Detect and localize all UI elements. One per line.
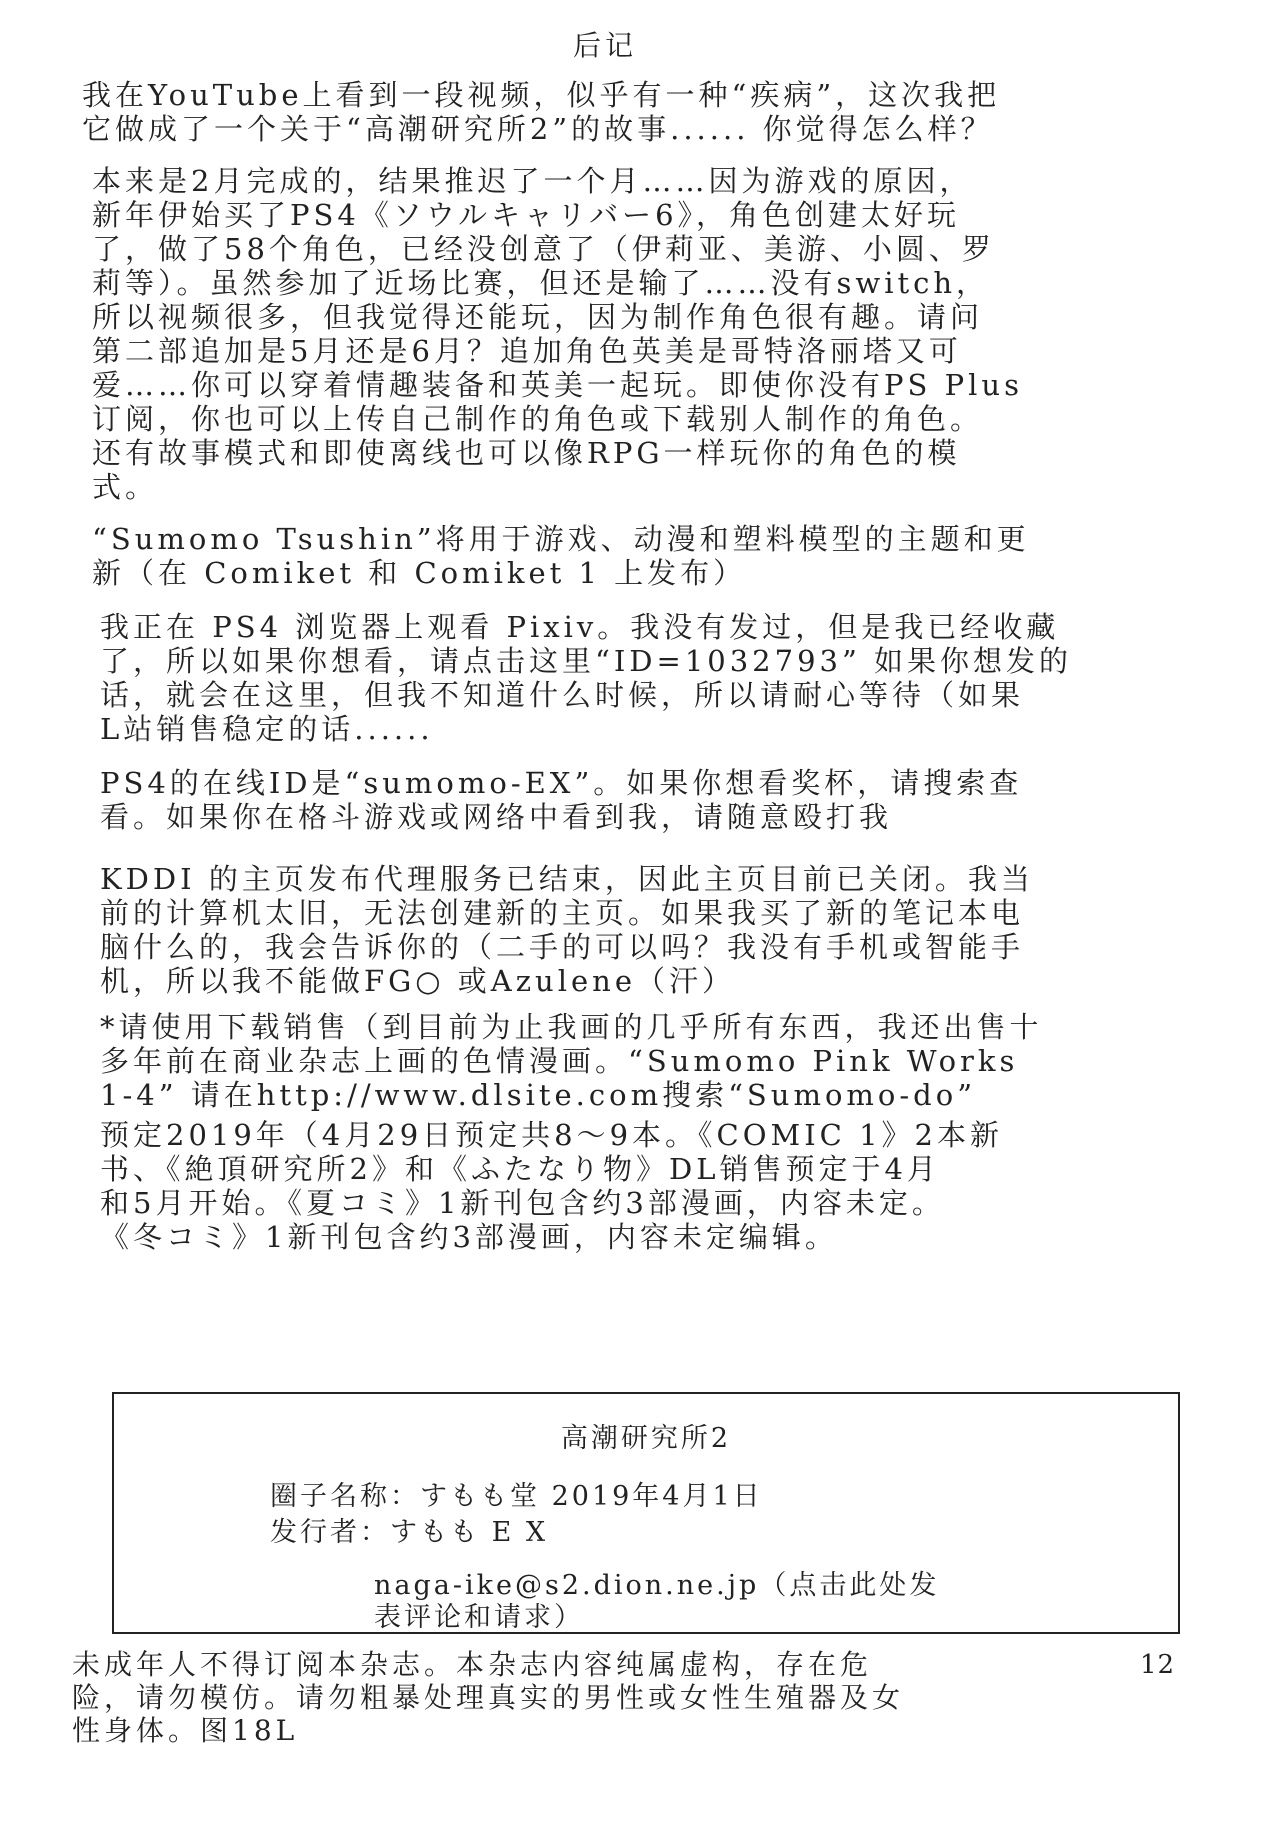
afterword-paragraph-download-sales: *请使用下载销售（到目前为止我画的几乎所有东西，我还出售十 多年前在商业杂志上画的色情漫画。“Sumomo Pink Works 1-4” 请在http://www.dlsite.com搜索“Sumomo-do” <box>100 1010 1043 1112</box>
colophon-contact-email: naga-ike@s2.dion.ne.jp（点击此处发 表评论和请求） <box>374 1570 940 1633</box>
afterword-paragraph-pixiv: 我正在 PS4 浏览器上观看 Pixiv。我没有发过，但是我已经收藏 了，所以如果你想看，请点击这里“ID=1032793” 如果你想发的 话，就会在这里，但我不知道什么时候，所以请耐心等待（如果 L站销售稳定的话...... <box>100 610 1073 746</box>
page-title: 后记 <box>572 29 637 62</box>
age-disclaimer: 未成年人不得订阅本杂志。本杂志内容纯属虚构，存在危 险，请勿模仿。请勿粗暴处理真实的男性或女性生殖器及女 性身体。图18L <box>72 1648 905 1747</box>
afterword-paragraph-sumomo-tsushin: “Sumomo Tsushin”将用于游戏、动漫和塑料模型的主题和更 新（在 Comiket 和 Comiket 1 上发布） <box>92 522 1030 590</box>
afterword-paragraph-psn-id: PS4的在线ID是“sumomo-EX”。如果你想看奖杯，请搜索查 看。如果你在格斗游戏或网络中看到我，请随意殴打我 <box>100 766 1023 834</box>
colophon-circle-name: 圈子名称：すもも堂 2019年4月1日 <box>270 1481 763 1512</box>
page-number: 12 <box>1140 1650 1176 1680</box>
afterword-paragraph-schedule: 预定2019年（4月29日预定共8～9本。《COMIC 1》2本新 书、《絶頂研究所2》和《ふたなり物》DL销售预定于4月 和5月开始。《夏コミ》1新刊包含约3部漫画，内容未定。 《冬コミ》1新刊包含约3部漫画，内容未定编辑。 <box>100 1118 1003 1254</box>
afterword-paragraph-homepage: KDDI 的主页发布代理服务已结束，因此主页目前已关闭。我当 前的计算机太旧，无法创建新的主页。如果我买了新的笔记本电 脑什么的，我会告诉你的（二手的可以吗？我没有手机或智能手 机，所以我不能做FG○ 或Azulene（汗） <box>100 862 1034 998</box>
colophon-title: 高潮研究所2 <box>560 1423 732 1454</box>
colophon-box <box>112 1392 1180 1634</box>
afterword-paragraph-soulcalibur: 本来是2月完成的，结果推迟了一个月……因为游戏的原因， 新年伊始买了PS4《ソウルキャリバー6》，角色创建太好玩 了，做了58个角色，已经没创意了（伊莉亚、美游、小圆、罗 莉等）。虽然参加了近场比赛，但还是输了……没有switch， 所以视频很多，但我觉得还能玩，因为制作角色很有趣。请问 第二部追加是5月还是6月？追加角色英美是哥特洛丽塔又可 爱……你可以穿着情趣装备和英美一起玩。即使你没有PS Plus 订阅，你也可以上传自己制作的角色或下载别人制作的角色。 还有故事模式和即使离线也可以像RPG一样玩你的角色的模 式。 <box>92 164 1023 504</box>
afterword-paragraph-youtube: 我在YouTube上看到一段视频，似乎有一种“疾病”，这次我把 它做成了一个关于“高潮研究所2”的故事...... 你觉得怎么样？ <box>82 78 1001 146</box>
colophon-publisher: 发行者：すもも E X <box>270 1517 549 1548</box>
